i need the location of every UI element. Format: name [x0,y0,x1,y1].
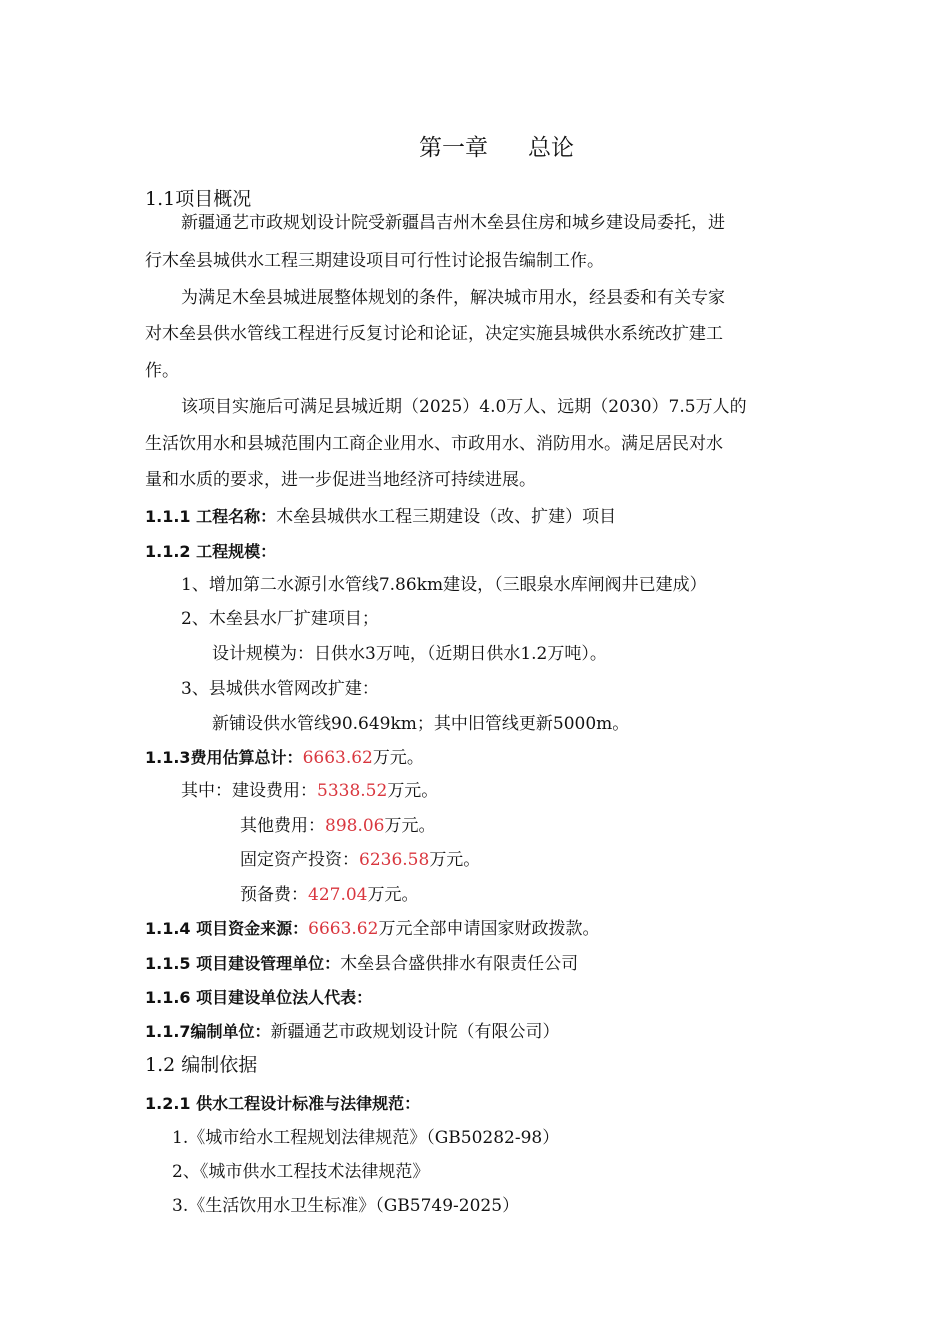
cost-unit: 万元。 [367,885,419,905]
cost-row-construction [181,780,438,802]
item-1-1-4 [145,918,599,940]
item-value: 新疆通艺市政规划设计院（有限公司） [270,1022,560,1042]
cost-prefix: 其中： [181,781,232,801]
item-1-1-2-label: 1.1.2 工程规模： [145,542,277,561]
cost-label: 其他费用： [240,816,325,836]
item-1-1-5 [145,953,578,975]
standard-item: 2、《城市供水工程技术法律规范》 [172,1162,430,1182]
item-value: 木垒县城供水工程三期建设（改、扩建）项目 [276,507,617,527]
funding-suffix: 万元全部申请国家财政拨款。 [378,919,600,939]
scale-item: 1、增加第二水源引水管线7.86km建设，（三眼泉水库闸阀井已建成） [181,575,707,595]
paragraph-line: 该项目实施后可满足县城近期（2025）4.0万人、远期（2030）7.5万人的 [181,397,747,417]
standard-item: 3.《生活饮用水卫生标准》（GB5749-2025） [172,1196,520,1216]
paragraph-line: 为满足木垒县城进展整体规划的条件，解决城市用水，经县委和有关专家 [181,288,725,308]
chapter-number: 第一章 [419,135,488,161]
section-heading-1-1: 1.1项目概况 [145,188,252,210]
item-value: 木垒县合盛供排水有限责任公司 [340,954,579,974]
cost-label: 预备费： [240,885,308,905]
standard-item: 1.《城市给水工程规划法律规范》（GB50282-98） [172,1128,560,1148]
cost-total-value: 6663.62 [302,748,373,768]
paragraph-line: 行木垒县城供水工程三期建设项目可行性讨论报告编制工作。 [145,251,604,271]
paragraph-line: 作。 [145,361,179,381]
chapter-name: 总论 [528,135,574,161]
cost-unit: 万元。 [429,850,481,870]
item-label: 1.1.7编制单位： [145,1022,271,1041]
paragraph-line: 量和水质的要求，进一步促进当地经济可持续进展。 [145,470,536,490]
cost-unit: 万元。 [387,781,439,801]
cost-row-reserve [240,884,418,906]
item-1-1-1 [145,506,616,528]
item-label: 1.1.4 项目资金来源： [145,919,309,938]
item-label: 1.1.1 工程名称： [145,507,277,526]
funding-value: 6663.62 [308,919,379,939]
item-1-1-7 [145,1021,560,1043]
cost-row-fixed-assets [240,849,480,871]
chapter-title [0,133,950,163]
scale-item-detail: 设计规模为：日供水3万吨，（近期日供水1.2万吨）。 [212,644,607,664]
cost-label: 固定资产投资： [240,850,359,870]
scale-item: 2、木垒县水厂扩建项目； [181,609,379,629]
paragraph-line: 生活饮用水和县城范围内工商企业用水、市政用水、消防用水。满足居民对水 [145,434,723,454]
section-heading-1-2: 1.2 编制依据 [145,1054,258,1076]
cost-unit: 万元。 [384,816,436,836]
cost-value: 898.06 [325,816,385,836]
item-label: 1.1.3费用估算总计： [145,748,303,767]
item-1-1-6-label: 1.1.6 项目建设单位法人代表： [145,988,373,1007]
cost-value: 427.04 [308,885,368,905]
cost-unit: 万元。 [372,748,424,768]
item-1-1-3 [145,747,424,769]
item-1-2-1-label: 1.2.1 供水工程设计标准与法律规范： [145,1094,421,1113]
cost-label: 建设费用： [232,781,317,801]
cost-value: 6236.58 [359,850,430,870]
cost-row-other [240,815,435,837]
cost-value: 5338.52 [317,781,388,801]
paragraph-line: 新疆通艺市政规划设计院受新疆昌吉州木垒县住房和城乡建设局委托，进 [181,213,725,233]
scale-item-detail: 新铺设供水管线90.649km；其中旧管线更新5000m。 [212,714,630,734]
paragraph-line: 对木垒县供水管线工程进行反复讨论和论证，决定实施县城供水系统改扩建工 [145,324,723,344]
item-label: 1.1.5 项目建设管理单位： [145,954,341,973]
scale-item: 3、县城供水管网改扩建： [181,679,379,699]
